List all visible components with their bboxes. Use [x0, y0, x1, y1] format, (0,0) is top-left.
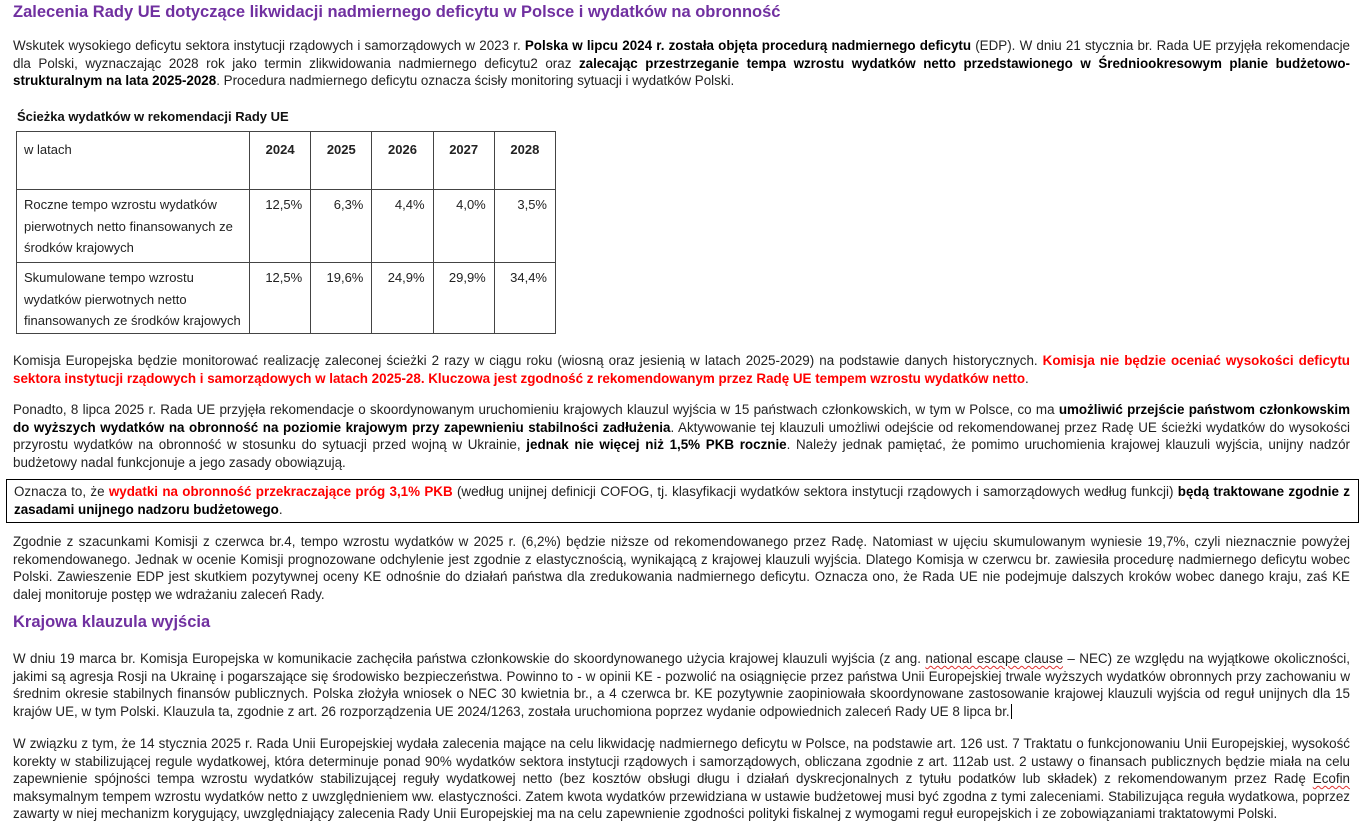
table-year-header: 2024 — [250, 132, 311, 190]
text-run: – NEC) ze względu na wyjątkowe okoliczności, jakimi są agresja Rosji na Ukrainę i pogarszające się środowisko bezpieczeństwa. Powinno to - w opinii KE - pozwolić na osiągnięcie przez państwa Unii Europejskiej trwale wyższych wydatków obronnych przy zachowaniu w średnim okresie stabilnych finansów publicznych. Polska złożyła wniosek o NEC 30 kwietnia br., a 4 czerwca br. KE pozytywnie zaopiniowała skoordynowane zastosowanie krajowej klauzuli wyjścia od reguł unijnych dla 15 krajów UE, w tym Polski. Klauzula ta, zgodnie z art. 26 rozporządzenia UE 2024/1263, została uruchomiona poprzez wydanie odpowiednich zaleceń Rady UE 8 lipca br. — [13, 651, 1350, 719]
text-run: Ponadto, 8 lipca 2025 r. Rada UE przyjęła rekomendacje o skoordynowanym uruchomieniu krajowych klauzul wyjścia w 15 państwach członkowskich, w tym w Polsce, co ma — [13, 402, 1059, 417]
bold-run: będą traktowane zgodnie z zasadami unijnego nadzoru budżetowego — [14, 484, 1350, 517]
red-bold-run: wydatki na obronność przekraczające próg 3,1% PKB — [108, 484, 453, 499]
table-cell: 19,6% — [311, 263, 372, 334]
boxed-callout — [6, 479, 1359, 523]
table-cell: 4,0% — [433, 190, 494, 263]
bold-run: zalecając przestrzeganie tempa wzrostu wydatków netto przedstawionego w Średniookresowym planie budżetowo-strukturalnym na lata 2025-2028 — [13, 55, 1350, 88]
section-heading-escape-clause: Krajowa klauzula wyjścia — [13, 613, 211, 631]
table-row-label: Roczne tempo wzrostu wydatków pierwotnych netto finansowanych ze środków krajowych — [17, 190, 250, 263]
text-run: . Należy jednak pamiętać, że pomimo uruchomienia krajowej klauzuli wyjścia, unijny nadzór budżetowy nadal funkcjonuje a jego zasady obowiązują. — [13, 437, 1351, 470]
bold-run: Polska w lipcu 2024 r. została objęta procedurą nadmiernego deficytu — [524, 38, 972, 53]
text-run: . Aktywowanie tej klauzuli umożliwi odejście od rekomendowanej przez Radę UE ścieżki wydatków do wysokości przyrostu wydatków na obronność w stosunku do sytuacji przed wojną w Ukrainie, — [13, 419, 1350, 452]
table-year-header: 2028 — [494, 132, 555, 190]
table-cell: 4,4% — [372, 190, 433, 263]
paragraph-escape-clauses — [13, 401, 1350, 471]
table-cell: 6,3% — [311, 190, 372, 263]
paragraph-edp-intro — [13, 37, 1350, 90]
text-run: . — [278, 501, 283, 517]
text-run: (EDP). W dniu 21 stycznia br. Rada UE przyjęła rekomendacje dla Polski, wyznaczając 2028 rok jako termin zlikwidowania nadmiernego deficytu2 oraz — [13, 38, 1350, 71]
expenditure-path-table — [16, 131, 556, 334]
paragraph-commission-estimates: Zgodnie z szacunkami Komisji z czerwca br.4, tempo wzrostu wydatków w 2025 r. (6,2%) będzie niższe od rekomendowanego przez Radę. Natomiast w ujęciu skumulowanym wyniesie 19,7%, czyli nieznacznie powyżej rekomendowanego. Jednak w ocenie Komisji prognozowane odchylenie jest zgodnie z elastycznością, wynikającą z krajowej klauzuli wyjścia. Dlatego Komisja w czerwcu br. zawiesiła procedurę nadmiernego deficytu wobec Polski. Zawieszenie EDP jest skutkiem pozytywnej oceny KE odnośnie do działań państwa dla zredukowania nadmiernego deficytu. Oznacza ono, że Rada UE nie podejmuje dalszych kroków wobec danego kraju, zaś KE dalej monitoruje postęp we wdrażaniu zaleceń Rady. — [13, 534, 1350, 602]
paragraph-monitoring — [13, 352, 1350, 387]
table-cell: 12,5% — [250, 190, 311, 263]
table-cell: 29,9% — [433, 263, 494, 334]
table-row — [17, 263, 556, 334]
table-title: Ścieżka wydatków w rekomendacji Rady UE — [17, 109, 289, 124]
table-header-row — [17, 132, 556, 190]
spellcheck-underlined-run: Ecofin — [1312, 771, 1350, 786]
table-header-label: w latach — [17, 132, 250, 190]
text-cursor — [1011, 704, 1012, 719]
text-run: Komisja Europejska będzie monitorować realizację zaleconej ścieżki 2 razy w ciągu roku (wiosną oraz jesienią w latach 2025-2029) na podstawie danych historycznych. — [13, 353, 1043, 368]
text-run: . Procedura nadmiernego deficytu oznacza ścisły monitoring sytuacji i wydatków Polski. — [216, 73, 735, 88]
table-year-header: 2026 — [372, 132, 433, 190]
table-cell: 24,9% — [372, 263, 433, 334]
bold-run: jednak nie więcej niż 1,5% PKB rocznie — [526, 437, 787, 452]
section-heading-recommendations: Zalecenia Rady UE dotyczące likwidacji nadmiernego deficytu w Polsce i wydatków na obronność — [13, 3, 781, 21]
text-run: Wskutek wysokiego deficytu sektora instytucji rządowych i samorządowych w 2023 r. — [13, 38, 525, 53]
table-year-header: 2027 — [433, 132, 494, 190]
red-bold-run: Komisja nie będzie oceniać wysokości deficytu sektora instytucji rządowych i samorządowych w latach 2025-28. Kluczowa jest zgodność z rekomendowanym przez Radę UE tempem wzrostu wydatków netto — [13, 353, 1350, 386]
paragraph-expenditure-rule — [13, 735, 1350, 823]
table-cell: 3,5% — [494, 190, 555, 263]
paragraph-nec — [13, 650, 1350, 720]
table-row — [17, 190, 556, 263]
text-run: maksymalnym tempem wzrostu wydatków netto z uwzględnieniem ww. elastyczności. Zatem kwota wydatków przewidziana w ustawie budżetowej musi być zgodna z tymi zaleceniami. Stabilizująca reguła wydatkowa, poprzez zawarty w niej mechanizm korygujący, uwzględniający zalecenia Rady Unii Europejskiej ma na celu zapewnienie zgodności polityki fiskalnej z wymogami reguł europejskich i ze zobowiązaniami traktatowymi Polski. — [13, 788, 1350, 821]
spellcheck-underlined-run: national escape clause — [925, 651, 1064, 666]
table-cell: 34,4% — [494, 263, 555, 334]
text-run: W związku z tym, że 14 stycznia 2025 r. Rada Unii Europejskiej wydała zalecenia mające na celu likwidację nadmiernego deficytu w Polsce, na podstawie art. 126 ust. 7 Traktatu o funkcjonowaniu Unii Europejskiej, wysokość korekty w stabilizującej regule wydatkowej, która determinuje ponad 90% wydatków sektora instytucji rządowych i samorządowych, obliczana zgodnie z art. 112ab ust. 2 ustawy o finansach publicznych będzie miała na celu zapewnienie spójności tempa wzrostu wydatków stabilizującej reguły wydatkowej netto (bez kosztów obsługi długu i działań dyskrecjonalnych z tytułu podatków lub składek) z rekomendowanym przez Radę — [13, 736, 1350, 786]
table-year-header: 2025 — [311, 132, 372, 190]
text-run: . — [1025, 370, 1029, 386]
text-run: (według unijnej definicji COFOG, tj. klasyfikacji wydatków sektora instytucji rządowych i samorządowych według funkcji) — [452, 484, 1178, 499]
table-cell: 12,5% — [250, 263, 311, 334]
text-run: W dniu 19 marca br. Komisja Europejska w komunikacie zachęciła państwa członkowskie do skoordynowanego użycia krajowej klauzuli wyjścia (z ang. — [13, 651, 926, 666]
text-run: Oznacza to, że — [14, 484, 109, 499]
bold-run: umożliwić przejście państwom członkowskim do wyższych wydatków na obronność na poziomie krajowym przy zapewnieniu stabilności zadłużenia — [13, 402, 1350, 435]
table-row-label: Skumulowane tempo wzrostu wydatków pierwotnych netto finansowanych ze środków krajowych — [17, 263, 250, 334]
